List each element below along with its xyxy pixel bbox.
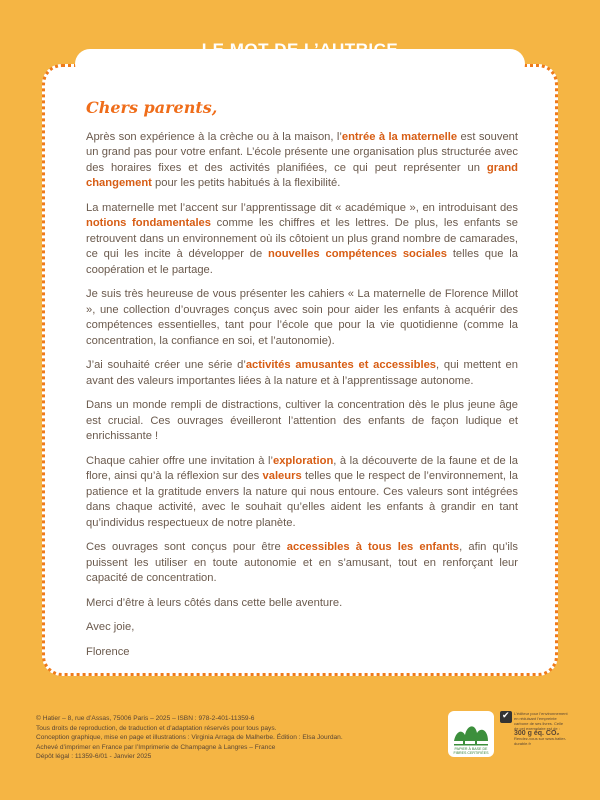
eco-text: L’éditeur pour l’environnement en réduisant l’empreinte carbone de ses livres. Celle de cet exemplaire est de : 300 g éq. CO₂ Rendez-vous sur www.hatier-durable.fr	[514, 711, 568, 746]
paragraph-9: Avec joie,	[86, 621, 135, 633]
logos	[448, 711, 568, 761]
colophon-line: © Hatier – 8, rue d’Assas, 75006 Paris – 2025 – ISBN : 978-2-401-11359-6	[36, 715, 255, 722]
colophon-line: Dépôt légal : 11359-6/01 - Janvier 2025	[36, 753, 152, 761]
paragraph-8: Merci d’être à leurs côtés dans cette belle aventure.	[86, 596, 343, 609]
highlight: accessibles à tous les enfants	[286, 541, 460, 553]
colophon	[36, 714, 416, 762]
greeting: Chers parents,	[86, 98, 218, 117]
highlight: entrée à la maternelle	[341, 130, 458, 143]
signature: Florence	[86, 645, 130, 658]
colophon-line: Tous droits de reproduction, de traduction et d’adaptation réservés pour tous pays.	[36, 724, 277, 732]
card-notch	[75, 49, 525, 79]
eco-value: 300 g éq. CO₂	[514, 730, 560, 737]
paragraph-6: Chaque cahier offre une invitation à l’exploration, à la découverte de la faune et de la flore, ainsi qu’à la réflexion sur des valeurs telles que le respect de l’environnement, la patience et la gratitude envers la nature qui nous entoure. Ces valeurs sont intégrées dans chaque activité, avec le souhait qu’elles aident les enfants à grandir en tant qu’individus respectueux de notre planète.	[86, 454, 518, 529]
highlight: nouvelles compétences sociales	[268, 248, 447, 260]
letter-body	[86, 100, 518, 669]
paragraph-4: J’ai souhaité créer une série d’activités amusantes et accessibles, qui mettent en avant des valeurs importantes liées à la nature et à l’apprentissage autonome.	[86, 359, 518, 387]
highlight: valeurs	[262, 470, 302, 482]
highlight: activités amusantes et accessibles	[245, 359, 437, 371]
colophon-line: Achevé d’imprimer en France par l’Imprimerie de Champagne à Langres – France	[36, 743, 276, 751]
highlight: exploration	[272, 454, 334, 467]
paragraph-2: La maternelle met l’accent sur l’apprentissage dit « académique », en introduisant des notions fondamentales comme les chiffres et les lettres. De plus, les enfants se retrouvent dans un environnement où ils côtoient un plus grand nombre de camarades, ce qui les incite à développer de nouvelles compétences sociales telles que la coopération et le partage.	[86, 201, 518, 276]
colophon-line: Conception graphique, mise en page et illustrations : Virginia Arraga de Malherbe. Édition : Elsa Jourdan.	[36, 734, 343, 742]
highlight: grand changement	[86, 161, 518, 189]
paragraph-7: Ces ouvrages sont conçus pour être accessibles à tous les enfants, afin qu’ils puissent les utiliser en toute autonomie et en s’amusant, tout en renforçant leur capacité de concentration.	[86, 541, 518, 584]
eco-badge-icon: ✔	[500, 711, 512, 723]
eco-site: Rendez-vous sur www.hatier-durable.fr	[514, 736, 567, 746]
fsc-label: PAPIER À BASE DE FIBRES CERTIFIÉES	[453, 747, 489, 755]
paragraph-3: Je suis très heureuse de vous présenter les cahiers « La maternelle de Florence Millot », une collection d’ouvrages conçus avec soin pour aider les enfants à acquérir des compétences essentielles, tant pour l’école que pour la vie quotidienne (comme la concentration, la confiance en soi, et l’autonomie).	[86, 288, 518, 347]
paragraph-1: Après son expérience à la crèche ou à la maison, l’entrée à la maternelle est souvent un grand pas pour votre enfant. L’école présente une organisation plus structurée avec des horaires fixes et des activités planifiées, ce qui peut représenter un grand changement pour les petits habitués à la flexibilité.	[86, 130, 519, 189]
paragraph-5: Dans un monde rempli de distractions, cultiver la concentration dès le plus jeune âge est crucial. Ces ouvrages éveilleront l’attention des enfants de façon ludique et enrichissante !	[86, 399, 518, 442]
highlight: notions fondamentales	[86, 217, 211, 229]
